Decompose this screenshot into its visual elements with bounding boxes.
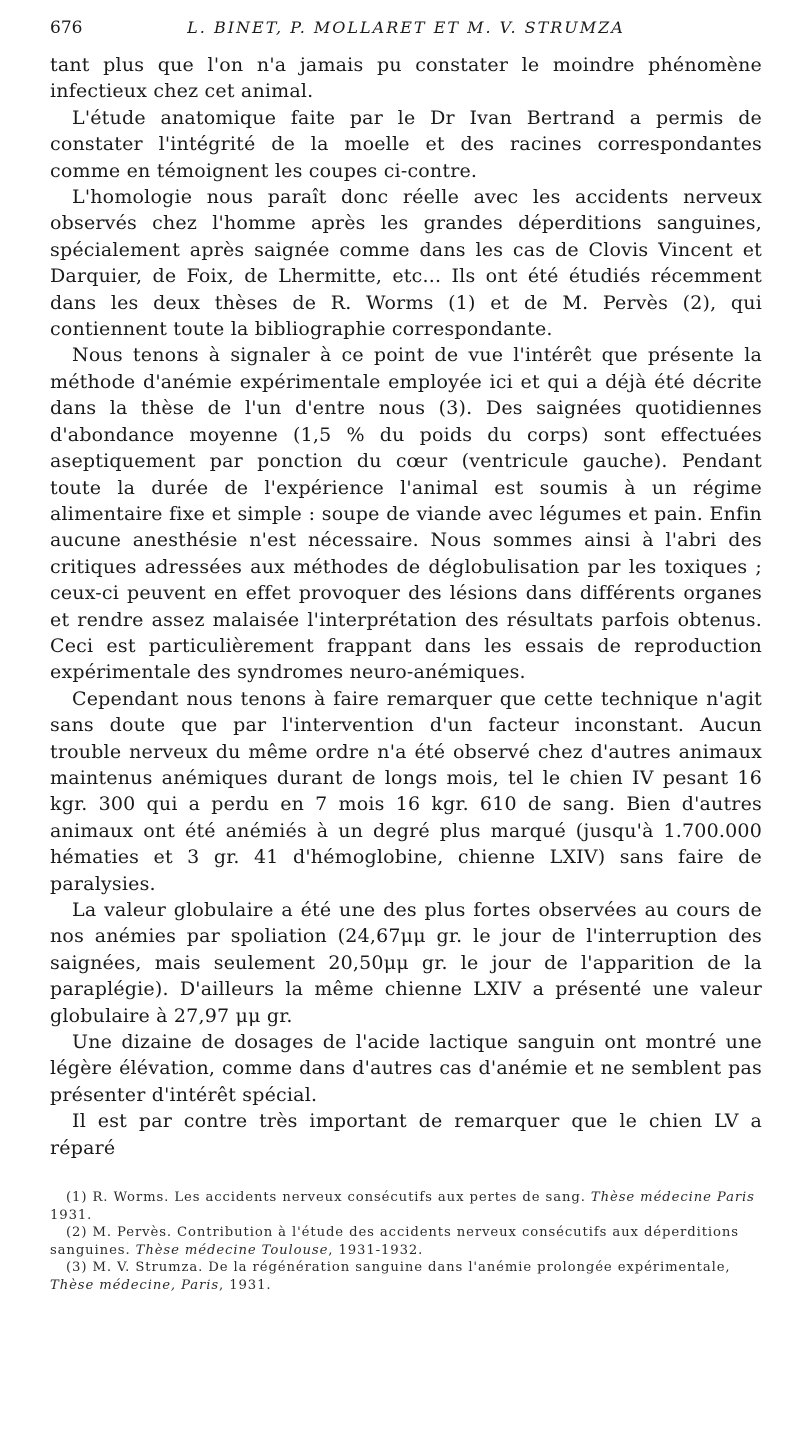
- footnote-publication: Thèse médecine Toulouse: [135, 1242, 329, 1258]
- running-title: L. BINET, P. MOLLARET ET M. V. STRUMZA: [187, 18, 625, 37]
- paragraph: Nous tenons à signaler à ce point de vue l'intérêt que présente la méthode d'anémie expérimentale employée ici et qui a déjà été décrite dans la thèse de l'un d'entre nous (3). Des saignées quotidiennes d'abondance moyenne (1,5 % du poids du corps) sont effectuées aseptiquement par ponction du cœur (ventricule gauche). Pendant toute la durée de l'expérience l'animal est soumis à un régime alimentaire fixe et simple : soupe de viande avec légumes et pain. Enfin aucune anesthésie n'est nécessaire. Nous sommes ainsi à l'abri des critiques adressées aux méthodes de déglobulisation par les toxiques ; ceux-ci peuvent en effet provoquer des lésions dans différents organes et rendre assez malaisée l'interprétation des résultats parfois obtenus. Ceci est particulièrement frappant dans les essais de reproduction expérimentale des syndromes neuro-anémiques.: [50, 344, 762, 684]
- footnote-publication: Thèse médecine Paris: [590, 1190, 755, 1206]
- paragraph: Cependant nous tenons à faire remarquer que cette technique n'agit sans doute que par l'intervention d'un facteur inconstant. Aucun trouble nerveux du même ordre n'a été observé chez d'autres animaux maintenus anémiques durant de longs mois, tel le chien IV pesant 16 kgr. 300 qui a perdu en 7 mois 16 kgr. 610 de sang. Bien d'autres animaux ont été anémiés à un degré plus marqué (jusqu'à 1.700.000 hématies et 3 gr. 41 d'hémoglobine, chienne LXIV) sans faire de paralysies.: [50, 687, 762, 895]
- footnote-year: 1931.: [50, 1207, 93, 1223]
- paragraph: L'étude anatomique faite par le Dr Ivan Bertrand a permis de constater l'intégrité de la moelle et des racines correspondantes comme en témoignent les coupes ci-contre.: [50, 106, 762, 182]
- running-header: [50, 18, 762, 52]
- footnote-text: (3) M. V. Strumza. De la régénération sanguine dans l'anémie prolongée expérimentale,: [66, 1260, 731, 1276]
- paragraph: La valeur globulaire a été une des plus fortes observées au cours de nos anémies par spoliation (24,67μμ gr. le jour de l'interruption des saignées, mais seulement 20,50μμ gr. le jour de l'apparition de la paraplégie). D'ailleurs la même chienne LXIV a présenté une valeur globulaire à 27,97 μμ gr.: [50, 899, 762, 1027]
- paragraph: Une dizaine de dosages de l'acide lactique sanguin ont montré une légère élévation, comme dans d'autres cas d'anémie et ne semblent pas présenter d'intérêt spécial.: [50, 1031, 762, 1106]
- footnote-year: , 1931.: [219, 1278, 272, 1294]
- footnotes: [50, 1189, 762, 1295]
- footnote-text: (1) R. Worms. Les accidents nerveux consécutifs aux pertes de sang.: [66, 1190, 591, 1206]
- body-text: [50, 52, 762, 1161]
- book-page: [50, 18, 762, 1295]
- footnote: [50, 1189, 762, 1224]
- paragraph: Il est par contre très important de remarquer que le chien LV a réparé: [50, 1110, 762, 1159]
- paragraph-continued: tant plus que l'on n'a jamais pu constater le moindre phénomène infectieux chez cet animal.: [50, 54, 762, 103]
- page-number: 676: [50, 18, 83, 38]
- footnote: [50, 1224, 762, 1259]
- footnote: [50, 1259, 762, 1294]
- footnote-text: (2) M. Pervès. Contribution à l'étude des accidents nerveux consécutifs aux déperditions sanguines.: [50, 1225, 739, 1258]
- footnote-publication: Thèse médecine, Paris: [50, 1278, 220, 1294]
- footnote-year: , 1931-1932.: [328, 1242, 424, 1258]
- paragraph: L'homologie nous paraît donc réelle avec les accidents nerveux observés chez l'homme après les grandes déperditions sanguines, spécialement après saignée comme dans les cas de Clovis Vincent et Darquier, de Foix, de Lhermitte, etc... Ils ont été étudiés récemment dans les deux thèses de R. Worms (1) et de M. Pervès (2), qui contiennent toute la bibliographie correspondante.: [50, 186, 762, 341]
